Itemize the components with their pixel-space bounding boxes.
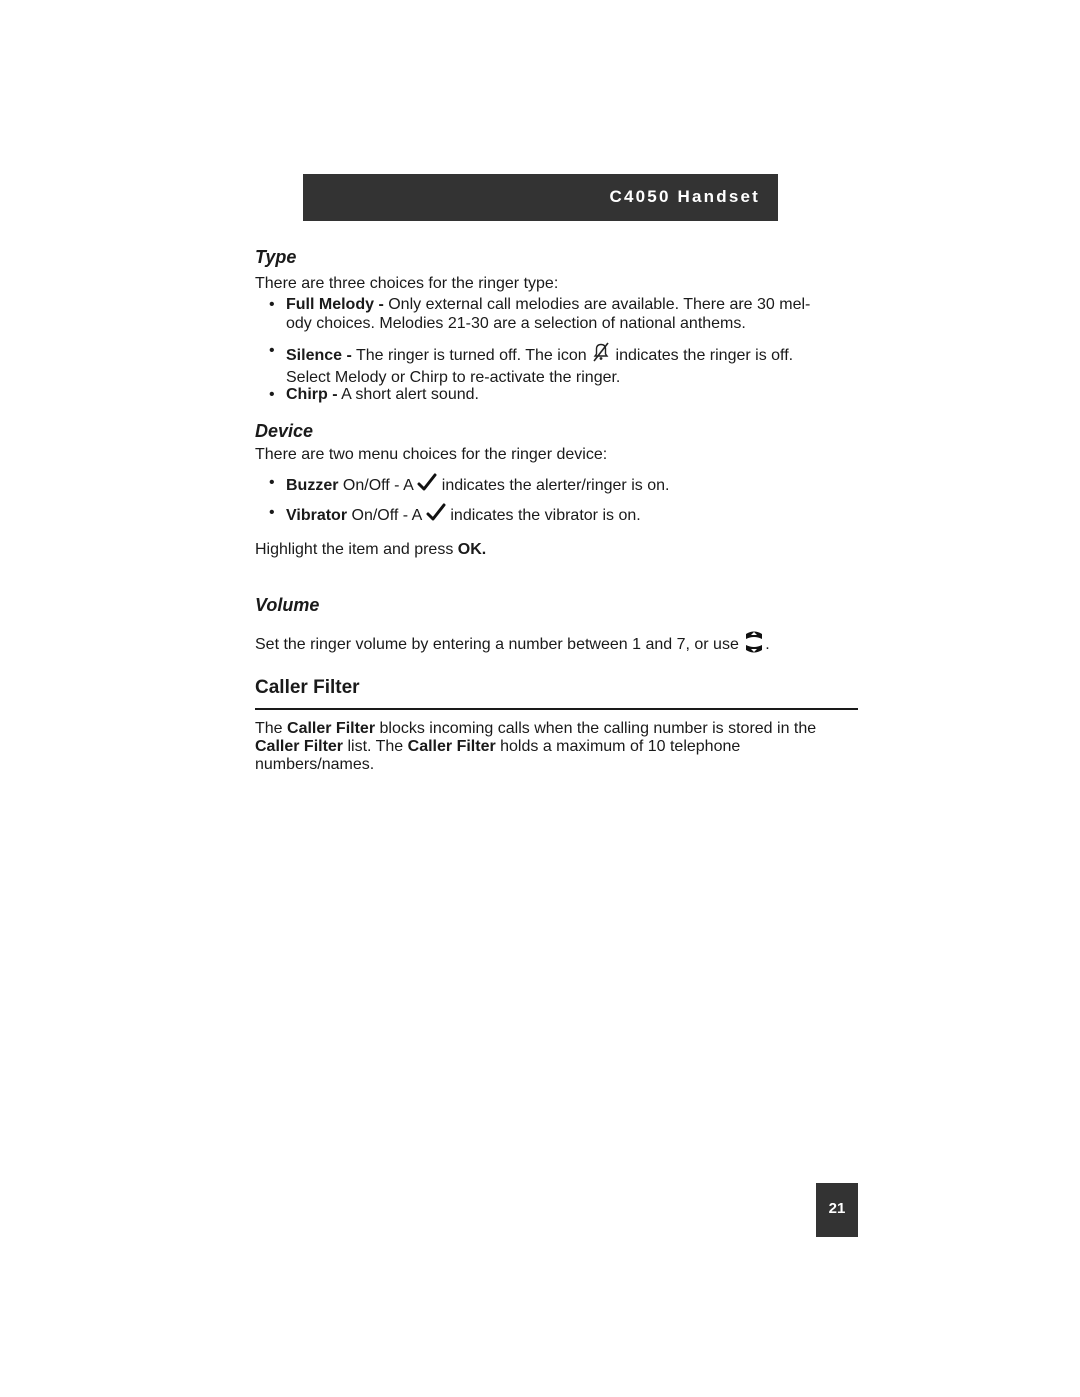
item-label: Vibrator xyxy=(286,507,348,524)
device-intro: There are two menu choices for the ringer device: xyxy=(255,446,608,463)
page-number: 21 xyxy=(828,1200,846,1217)
page-number-box xyxy=(816,1183,858,1237)
item-label: Buzzer xyxy=(286,477,339,494)
list-item: • Buzzer On/Off - A indicates the alerter/ringer is on. xyxy=(269,473,869,498)
up-down-navigation-key-icon xyxy=(743,630,765,659)
volume-heading: Volume xyxy=(255,595,320,615)
caller-filter-title: Caller Filter xyxy=(255,677,360,698)
type-heading: Type xyxy=(255,247,297,267)
item-label: Full Melody - xyxy=(286,296,384,313)
checkmark-icon xyxy=(426,503,446,528)
list-item: • Chirp - A short alert sound. xyxy=(269,386,479,403)
section-divider xyxy=(255,708,858,710)
type-intro: There are three choices for the ringer type: xyxy=(255,275,559,292)
bell-off-icon xyxy=(591,341,611,368)
list-item: • Vibrator On/Off - A indicates the vibrator is on. xyxy=(269,503,869,528)
header-bar xyxy=(303,174,778,221)
list-item: • Silence - The ringer is turned off. The icon indicates the ringer is off. Select Melody or Chirp to re-activate the ringer. xyxy=(269,342,794,386)
highlight-instruction: Highlight the item and press OK. xyxy=(255,541,487,558)
list-item: • Full Melody - Only external call melodies are available. There are 30 mel- ody choices. Melodies 21-30 are a selection of national anthems. xyxy=(269,296,811,332)
caller-filter-description: The Caller Filter blocks incoming calls when the calling number is stored in the Caller Filter list. The Caller Filter holds a maximum of 10 telephone numbers/names. xyxy=(255,720,817,773)
item-label: Silence - xyxy=(286,347,352,364)
ok-key-label: OK. xyxy=(457,541,487,558)
checkmark-icon xyxy=(417,473,437,498)
device-heading: Device xyxy=(255,421,314,441)
item-label: Chirp - xyxy=(286,386,338,403)
header-title: C4050 Handset xyxy=(609,187,760,206)
volume-text: Set the ringer volume by entering a number between 1 and 7, or use . xyxy=(255,630,770,659)
